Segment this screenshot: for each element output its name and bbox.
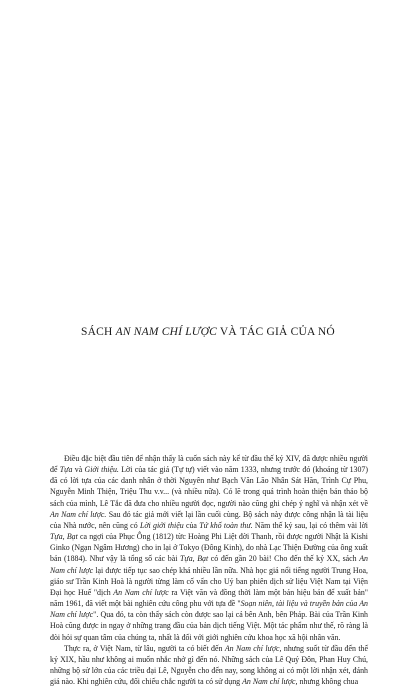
italic-run: Soạn niên, tài liệu và truyền bản của An Nam chí lược: [50, 599, 368, 620]
italic-run: Tựa: [59, 465, 73, 475]
text-run: ". Qua đó, ta còn thấy sách còn được sao lại cả bên Anh, bên Pháp. Bài của Trần Kinh Hoà cũng được in ngay ở những trang đầu của bản dịch tiếng Việt. Một tác phẩm như thế, rõ ràng là đòi hỏi sự quan tâm của chúng ta, nhất là đối với giới nghiên cứu khoa học xã hội nhân văn.: [50, 610, 369, 642]
text-run: ca ngợi của Phục Ông (1812) từc Hoàng Phi Liệt đời Thanh, rồi được người Nhật là Kishi Ginko (Ngạn Ngâm Hương) cho in lại ở Tokyo (Đông Kinh), do nhà Lạc Thiện Đường của ông xuất bản (1884). Như vậy là tổng số các bài: [50, 532, 368, 564]
text-run: Lời của tác giả (Tự tự) viết vào năm 1333, nhưng trước đó (khoảng từ 1307) đã có lời tựa của các danh nhân ở thời Nguyên như Bạch Văn Lão Nhân Sát Hãn, Trình Cự Phu, Nguyễn Minh Thiện, Triệu Thu v.v... (và nhiều nữa). Có lẽ trong quá trình hoàn thiện bản thảo bộ sách của mình, Lê Tắc đã đưa cho nhiều người đọc, người nào cũng ghi chép ý nghĩ và nhận xét về: [50, 465, 368, 508]
text-run: Sau đó tác giả mới viết lại lần cuối cùng. Bộ sách này được công nhận là tài liệu của Nhà nước, nên cũng có: [50, 509, 368, 530]
italic-run: Tứ khố toàn thư.: [199, 520, 253, 530]
text-run: Thực ra, ở Việt Nam, từ lâu, người ta có biết đến: [64, 643, 225, 653]
title-suffix: VÀ TÁC GIẢ CỦA NÓ: [217, 326, 335, 338]
title-book-name: AN NAM CHÍ LƯỢC: [115, 326, 218, 338]
paragraph: [50, 643, 368, 687]
italic-run: Lời giới thiệu: [139, 520, 184, 530]
italic-run: Tựa, Bạt: [50, 532, 78, 542]
italic-run: Tựa, Bạt: [180, 554, 209, 564]
italic-run: An Nam chí lược,: [242, 677, 298, 687]
italic-run: Giới thiệu.: [84, 465, 119, 475]
italic-run: An Nam chí lược.: [50, 509, 107, 519]
text-run: ra Việt văn và đồng thời làm một bản hiệu bản để xuất bản" năm 1961, đã viết một bài nghiên cứu công phu với tựa đề ": [50, 587, 368, 609]
paragraph: [50, 453, 368, 643]
text-run: của: [183, 520, 200, 530]
italic-run: An Nam chí lược: [50, 554, 368, 575]
text-run: lại được tiếp tục sao chép khá nhiều lần nữa. Nhà học giả nổi tiếng người Trung Hoa, giáo sư Trần Kinh Hoà là người từng làm cố vấn cho Uỷ ban phiên dịch sử liệu Việt Nam tại Viện Đại học Huế "dịch: [50, 565, 368, 597]
italic-run: An Nam chí lược,: [224, 643, 282, 653]
text-run: Năm thế kỷ sau, lại có thêm vài lời: [252, 520, 368, 530]
text-run: nhưng không chua: [297, 677, 359, 687]
text-run: có đến gần 20 bài! Cho đến thế kỷ XX, sách: [208, 554, 360, 564]
italic-run: An Nam chí lược: [113, 587, 169, 597]
body-text: [50, 453, 368, 687]
title-prefix: SÁCH: [81, 326, 116, 338]
chapter-title: [0, 326, 416, 338]
text-run: và: [72, 465, 85, 475]
text-run: Điều đặc biệt đầu tiên để nhận thấy là cuốn sách này kể từ đầu thế kỷ XIV, đã được nhiều người để: [50, 454, 368, 475]
text-run: nhưng suốt từ đầu đến thế kỷ XIX, hầu như không ai muốn nhắc nhở gì đến nó. Những sách của Lê Quý Đôn, Phan Huy Chú, những bộ sử lớn của các triều đại Lê, Nguyễn cho đến nay, song không ai có một lời nhận xét, đánh giá nào. Khi nghiên cứu, đối chiếu chắc người ta có sử dụng: [50, 643, 368, 687]
